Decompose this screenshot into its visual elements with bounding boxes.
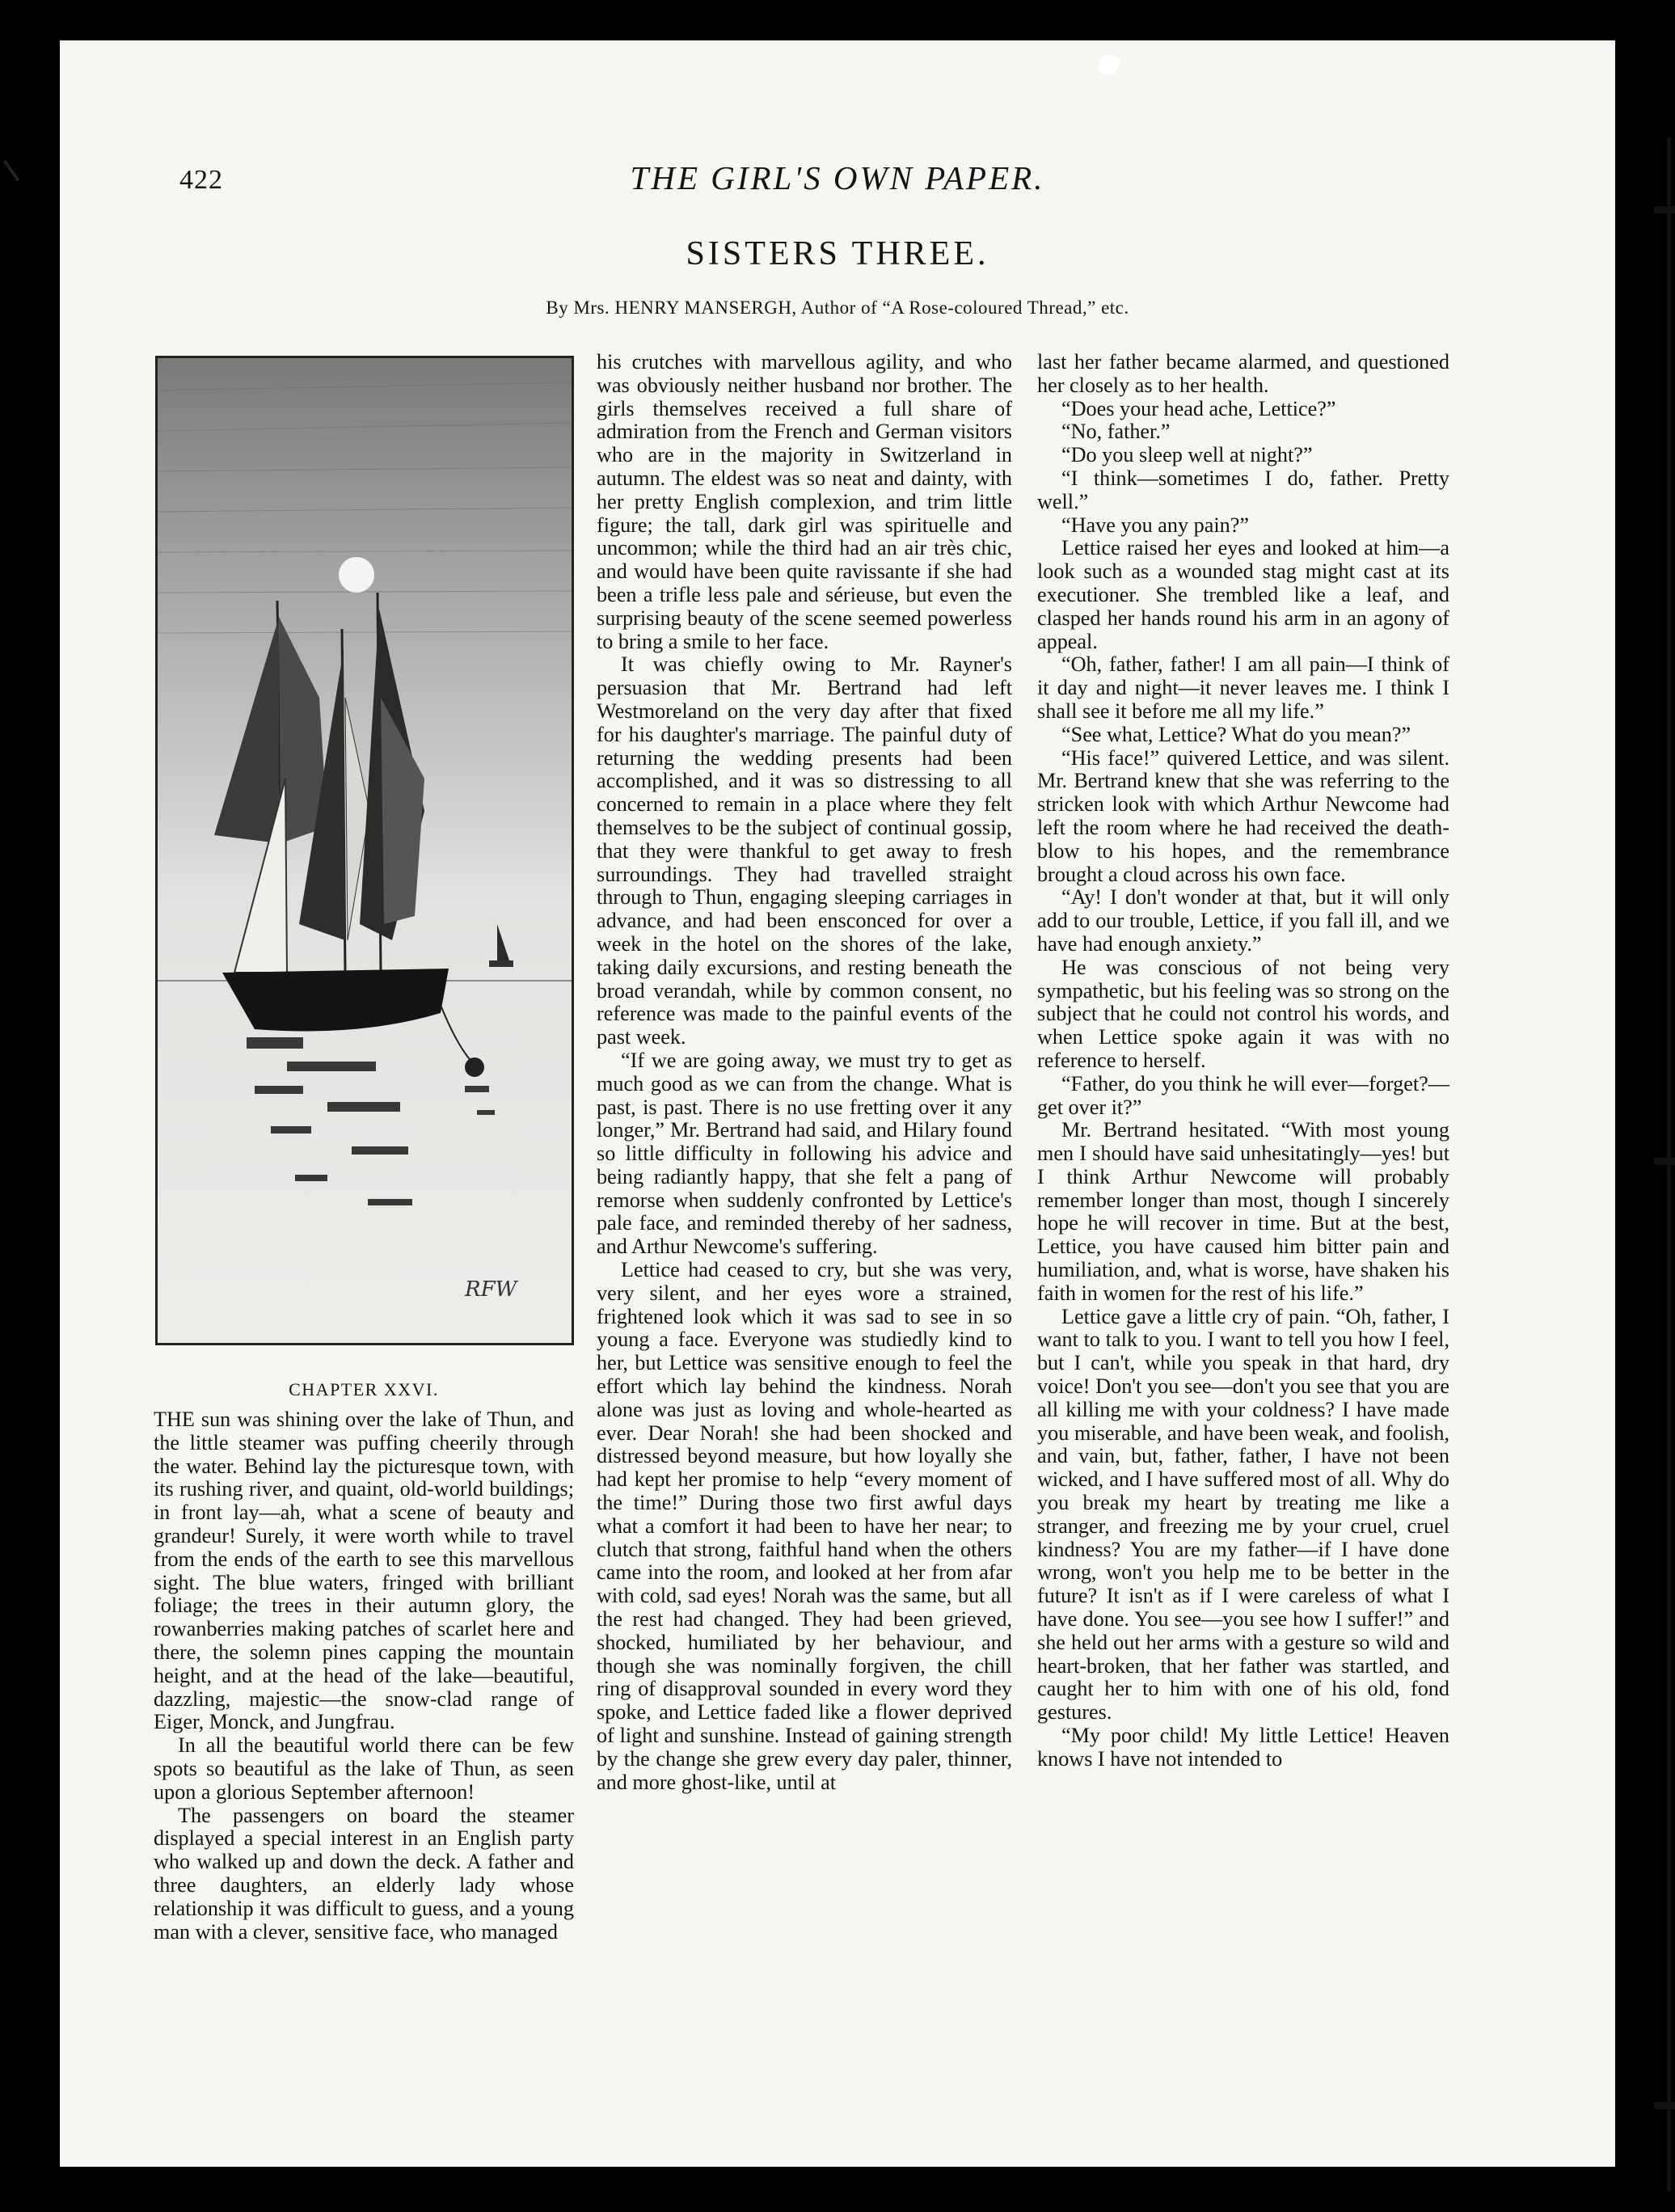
paragraph: THE sun was shining over the lake of Thun, and the little steamer was puffing cheerily through the water. Behind lay the picturesque town, with its rushing river, and quaint, old-world buildings; in front lay—ah, what a scene of beauty and grandeur! Surely, it were worth while to travel from the ends of the earth to see this marvellous sight. The blue waters, fringed with brilliant foliage; the trees in their autumn glory, the rowanberries making patches of scarlet here and there, the solemn pines capping the mountain height, and at the head of the lake—beautiful, dazzling, majestic—the snow-clad range of Eiger, Monck, and Jungfrau. [154,1408,574,1734]
paragraph: Mr. Bertrand hesitated. “With most young men I should have said unhesitatingly—yes! but I think Arthur Newcome will probably remember longer than most, though I sincerely hope he will recover in time. But at the best, Lettice, you have caused him bitter pain and humiliation, and, what is worse, have shaken his faith in women for the rest of his life.” [1037,1118,1449,1305]
paragraph: It was chiefly owing to Mr. Rayner's persuasion that Mr. Bertrand had left Westmoreland on the very day after that fixed for his daughter's marriage. The painful duty of returning the wedding presents had been accomplished, and it was so distressing to all concerned to remain in a place where they felt themselves to be the subject of continual gossip, that they were thankful to get away to fresh surroundings. They had travelled straight through to Thun, engaging sleeping carriages in advance, and had been ensconced for over a week in the hotel on the shores of the lake, taking daily excursions, and resting beneath the broad verandah, while by common consent, no reference was made to the painful events of the past week. [597,652,1012,1049]
ship-engraving [158,358,572,1343]
paragraph: “Do you sleep well at night?” [1061,443,1313,467]
paragraph: “Have you any pain?” [1061,513,1249,537]
paragraph: “Ay! I don't wonder at that, but it will only add to our trouble, Lettice, if you fall ill, and we have had enough anxiety.” [1037,885,1449,956]
paragraph: “No, father.” [1061,420,1171,444]
binding-mark [1654,2102,1675,2109]
binding-mark [1654,1158,1675,1165]
paragraph: “Oh, father, father! I am all pain—I think of it day and night—it never leaves me. I think I shall see it before me all my life.” [1037,652,1449,723]
paragraph: his crutches with marvellous agility, and who was obviously neither husband nor brother. The girls themselves received a full share of admiration from the French and German visitors who are in the majority in Switzerland in autumn. The eldest was so neat and dainty, with her pretty English complexion, and trim little figure; the tall, dark girl was spirituelle and uncommon; while the third had an air très chic, and would have been quite ravissante if she had been a trifle less pale and sérieuse, but even the surprising beauty of the scene seemed powerless to bring a smile to her face. [597,350,1012,653]
paragraph: “See what, Lettice? What do you mean?” [1061,722,1411,746]
paragraph: Lettice gave a little cry of pain. “Oh, father, I want to talk to you. I want to tell you how I feel, but I can't, while you speak in that hard, dry voice! Don't you see—don't you see that you are all killing me with your coldness? I have made you miserable, and have been weak, and foolish, and vain, but, father, father, I have not been wicked, and I have suffered most of all. Why do you break my heart by treating me like a stranger, and freezing me by your cruel, cruel kindness? You are my father—if I have done wrong, won't you help me to be better in the future? It isn't as if I were careless of what I have done. You see—you see how I suffer!” and she held out her arms with a gesture so wild and heart-broken, that her father was startled, and caught her to him with one of his old, fond gestures. [1037,1304,1449,1724]
article-title: SISTERS THREE. [686,235,989,272]
article-byline: By Mrs. HENRY MANSERGH, Author of “A Rose-coloured Thread,” etc. [546,298,1129,318]
paragraph: In all the beautiful world there can be few spots so beautiful as the lake of Thun, as seen upon a glorious September afternoon! [154,1733,574,1804]
paragraph: “Does your head ache, Lettice?” [1061,396,1336,420]
binding-mark [1654,206,1675,213]
paragraph: Lettice raised her eyes and looked at him—a look such as a wounded stag might cast at its executioner. She trembled like a leaf, and clasped her hands round his arm in an agony of appeal. [1037,536,1449,653]
text-column-3 [1037,351,1449,1771]
paragraph: “My poor child! My little Lettice! Heaven knows I have not intended to [1037,1724,1449,1771]
paragraph: “I think—sometimes I do, father. Pretty well.” [1037,466,1449,513]
page-number: 422 [179,165,223,195]
paragraph: He was conscious of not being very sympathetic, but his feeling was so strong on the subject that he could not control his words, and when Lettice spoke again it was with no reference to herself. [1037,955,1449,1072]
running-head: THE GIRL'S OWN PAPER. [630,159,1045,196]
paragraph: “Father, do you think he will ever—forget?—get over it?” [1037,1071,1449,1119]
sailing-ship-illustration [155,356,574,1345]
paragraph: “If we are going away, we must try to get as much good as we can from the change. What is past, is past. There is no use fretting over it any longer,” Mr. Bertrand had said, and Hilary found so little difficulty in following his advice and being radiantly happy, that she felt a pang of remorse when suddenly confronted by Lettice's pale face, and reminded thereby of her sadness, and Arthur Newcome's suffering. [597,1048,1012,1259]
paragraph: The passengers on board the steamer displayed a special interest in an English party who walked up and down the deck. A father and three daughters, an elderly lady whose relationship it was difficult to guess, and a young man with a clever, sensitive face, who managed [154,1803,574,1944]
page-blemish [1099,55,1120,74]
paragraph: last her father became alarmed, and questioned her closely as to her health. [1037,350,1449,397]
artist-signature: RFW [465,1277,517,1302]
paragraph: Lettice had ceased to cry, but she was very, very silent, and her eyes wore a strained, frightened look which it was sad to see in so young a face. Everyone was studiedly kind to her, but Lettice was sensitive enough to feel the effort which lay behind the kindness. Norah alone was just as loving and whole-hearted as ever. Dear Norah! she had been shocked and distressed beyond measure, but how loyally she had kept her promise to help “every moment of the time!” During those two first awful days what a comfort it had been to have her near; to clutch that strong, faithful hand when the others came into the room, and looked at her from afar with cold, sad eyes! Norah was the same, but all the rest had changed. They had been grieved, shocked, humiliated by her behaviour, and though she was nominally forgiven, the chill ring of disapproval sounded in every word they spoke, and Lettice faded like a flower deprived of light and sunshine. Instead of gaining strength by the change she grew every day paler, thinner, and more ghost-like, until at [597,1258,1012,1794]
paragraph: “His face!” quivered Lettice, and was silent. Mr. Bertrand knew that she was referring to the stricken look with which Arthur Newcome had left the room where he had received the death-blow to his hopes, and the remembrance brought a cloud across his own face. [1037,745,1449,886]
chapter-heading: CHAPTER XXVI. [289,1379,439,1399]
text-column-2 [597,351,1012,1794]
text-column-1 [154,1408,574,1944]
